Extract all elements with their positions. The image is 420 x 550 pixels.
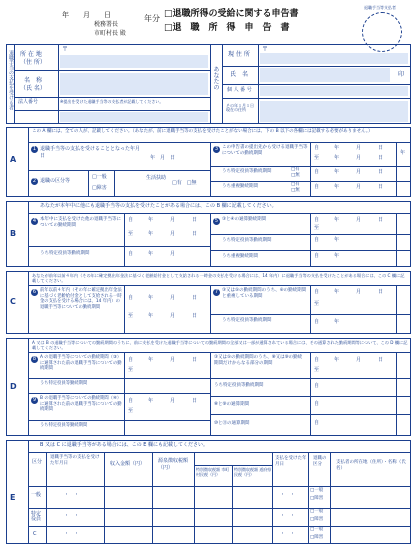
q10-to: 至 [314,367,320,373]
row-c-paid: ・ ・ [280,531,296,537]
you-postal-mark: 〒 [262,46,269,53]
q8-from-year: 年 [148,357,154,363]
row-b-officer-opt-disabled[interactable]: □障害 [310,517,324,522]
payer-address-field[interactable] [60,55,208,68]
q5-overlap-year: 年 [334,253,340,259]
q5-officer-year: 年 [334,237,340,243]
section-a-intro: この A 欄には、全ての人が、記載してください。（あなたが、前に退職手当等の支払を受けたことがない場合には、下の B 以下の各欄には記載する必要がありません。） [32,129,373,134]
section-c-intro: あなたが前年以前４年内（その年に確定拠出年金法に基づく老齢給付金として支給される一時金の支払を受ける場合には、14 年内）に退職手当等の支払を受けたことがある場合には、この C 欄に記載してください。 [32,273,405,284]
q9-to: 至 [128,408,134,414]
row-b-officer-paid: ・ ・ [280,513,296,519]
q12-label: ⑩と⑪の通算期間 [214,421,250,426]
q7-from-day: 日 [378,289,384,295]
col-retire-kubun: 退職の区分 [313,456,327,467]
q10-from: 自 [314,357,320,363]
q4-from-year: 年 [148,217,154,223]
q8-from: 自 [128,357,134,363]
q9-from-month: 月 [170,398,176,404]
q4-from: 自 [128,217,134,223]
row-c-opt-general[interactable]: □一般 [310,527,324,532]
q3-officer-month: 月 [356,169,362,175]
col-special-city: 特別徴収税額 市町村民税（円） [196,467,230,478]
q3-overlap-no[interactable]: □無 [291,188,300,193]
q1-label: 退職手当等の支払を受けることとなった年月日 [40,146,141,159]
jan1-address-label: その年１月１日現在の住所 [226,103,254,112]
seal-mark: 印 [398,71,405,78]
q4-to-month: 月 [170,231,176,237]
q2-welfare-label: 生活扶助 [146,175,167,181]
form-title-receipt: □退職所得の受給に関する申告書 [164,9,299,19]
tax-office-label: 税務署長 [94,21,119,28]
q2-label: 退職の区分等 [40,178,71,184]
q5-from: 自 [314,217,320,223]
q3-years-unit: 年 [400,150,406,156]
q10-officer-from: 自 [314,383,320,389]
q5-officer-label: うち特定役員等勤続期間 [222,238,272,243]
q7-from-year: 年 [334,289,340,295]
q7-marker: 7 [214,289,219,295]
q4-officer-from: 自 [128,251,134,257]
you-name-label: 氏 名 [230,71,249,78]
q5-officer-from: 自 [314,237,320,243]
q4-to: 至 [128,231,134,237]
q4-officer-month: 月 [170,251,176,257]
q4-from-day: 日 [192,217,198,223]
q7-from: 自 [314,289,320,295]
q4-to-year: 年 [148,231,154,237]
q1-marker: 1 [32,146,37,152]
col-paid-date: 支払を受けた年月日 [275,456,307,467]
row-b-officer-opt-general[interactable]: □一般 [310,509,324,514]
row-b-officer-date: ・ ・ [64,513,80,519]
row-b-officer: 特定役員 [31,511,42,522]
row-b-general-opt-disabled[interactable]: □障害 [310,496,324,501]
q5-from-day: 日 [378,217,384,223]
q6-label: 前年以前４年内（その年に確定拠出年金法に基づく老齢給付金として支給される一時金の支払を受ける場合には、14 年内）の退職手当等についての勤続期間 [40,288,122,310]
payer-side-label: 退職手当の支払を受ける者 [8,50,14,110]
q4-officer-label: うち特定役員等勤続期間 [40,251,90,256]
q8-to: 至 [128,367,134,373]
q3-officer-no[interactable]: □無 [291,173,300,178]
q10-officer-label: うち特定役員等勤続期間 [214,383,264,388]
q7-label: ③又は⑤の勤続期間のうち、⑥の勤続期間と重複している期間 [222,288,307,299]
q3-officer-yes[interactable]: □有 [291,167,300,172]
q3-overlap-day: 日 [378,184,384,190]
corp-number-note: ※提出を受けた退職手当等の支払者が記載してください。 [60,99,164,104]
q7-officer-label: うち特定役員等勤続期間 [222,318,272,323]
q3-to-day: 日 [378,155,384,161]
q4-label: 本年中に支払を受けた他の退職手当等についての勤続期間 [40,217,121,228]
corp-number-label: 法人番号 [18,99,39,105]
q3-from: 自 [314,145,320,151]
section-c-letter: C [10,297,16,306]
you-side-label: あなたの [212,66,219,90]
section-a [6,127,411,197]
q10-from-month: 月 [356,357,362,363]
q8-officer-label: うち特定役員等勤続期間 [40,381,88,386]
q3-overlap-year: 年 [334,184,340,190]
col-received-date: 退職手当等の支払を受けた年月日 [50,455,100,466]
section-b-letter: B [10,229,17,238]
q3-from-year: 年 [334,145,340,151]
q2-general-option[interactable]: □一般 [92,174,107,180]
you-name-field[interactable] [260,68,390,82]
q3-to-year: 年 [334,155,340,161]
q10-label: ③又は⑤の勤続期間のうち、⑧又は⑨の勤続期間だけからなる部分の期間 [214,355,303,366]
q6-to-month: 月 [170,313,176,319]
q3-officer-label: うち特定役員等勤続期間 [222,169,272,174]
submission-date: 年 月 日 [62,11,111,19]
jan1-address-field[interactable] [260,101,408,122]
q5-from-year: 年 [334,217,340,223]
q3-overlap-month: 月 [356,184,362,190]
row-c-opt-disabled[interactable]: □障害 [310,535,324,540]
q3-to-month: 月 [356,155,362,161]
q5-overlap-label: うち重複勤続期間 [222,254,258,259]
my-number-field[interactable] [260,86,408,96]
row-b-general-date: ・ ・ [64,492,80,498]
col-kubun: 区分 [32,459,43,465]
q7-officer-from: 自 [314,319,320,325]
q6-from-month: 月 [170,295,176,301]
you-address-field[interactable] [260,53,408,64]
q4-to-day: 日 [192,231,198,237]
row-b-general: 一般 [31,492,42,498]
q3-from-month: 月 [356,145,362,151]
section-d-intro: A 又は B の退職手当等についての勤続期間のうちに、前に支払を受けた退職手当等についての勤続期間の全部又は一部が通算されている場合には、その通算された勤続期間等について、この D 欄に記載してください。 [32,340,408,351]
q3-officer-day: 日 [378,169,384,175]
q3-from-day: 日 [378,145,384,151]
q10-from-day: 日 [378,357,384,363]
q3-to: 至 [314,155,320,161]
q6-to-year: 年 [148,313,154,319]
q7-officer-year: 年 [334,319,340,325]
q4-officer-year: 年 [148,251,154,257]
q10-from-year: 年 [334,357,340,363]
q5-from-month: 月 [356,217,362,223]
q2-marker: 2 [32,178,37,184]
q6-to: 至 [128,313,134,319]
q8-from-day: 日 [192,357,198,363]
payer-postal-mark: 〒 [62,46,69,53]
my-number-label: 個 人 番 号 [227,87,252,93]
q3-marker: 3 [214,146,219,152]
col-withholding: 源泉徴収税額（円） [158,458,189,471]
q5-marker: 5 [214,218,219,224]
q9-label: B の退職手当等についての勤続期間（④）に通算された前の退職手当等についての勤続期間 [40,396,122,413]
q8-marker: 8 [32,356,37,362]
col-income: 収入金額（円） [110,461,146,467]
q12-from: 自 [314,420,320,426]
municipality-label: 市町村長 殿 [94,30,126,37]
q8-from-month: 月 [170,357,176,363]
q6-from-year: 年 [148,295,154,301]
q5-label: ③と④の通算勤続期間 [222,217,267,222]
q3-overlap-yes[interactable]: □有 [291,182,300,187]
q3-officer-year: 年 [334,169,340,175]
q3-overlap-label: うち重複勤続期間 [222,184,258,189]
row-c-date: ・ ・ [64,531,80,537]
row-b-general-opt-general[interactable]: □一般 [310,488,324,493]
q9-from: 自 [128,398,134,404]
q11-label: ⑧と⑨の通算期間 [214,402,250,407]
payer-name-sub: （氏 名） [20,85,46,92]
q9-from-year: 年 [148,398,154,404]
q5-overlap-from: 自 [314,253,320,259]
col-payer: 支払者の所在地（住所）・名称（氏名） [336,460,406,471]
q9-officer-label: うち特定役員等勤続期間 [40,423,88,428]
q5-to: 至 [314,225,320,231]
q6-from: 自 [128,295,134,301]
q3-overlap-from: 自 [314,184,320,190]
section-d-letter: D [10,382,17,391]
q11-from: 自 [314,401,320,407]
col-special-pref: 特別徴収税額 道府県民税（円） [234,467,272,478]
q2-disabled-option[interactable]: □障害 [92,185,107,191]
q3-label: この申告書の提出先から受ける退職手当等についての勤続期間 [222,145,308,156]
q6-from-day: 日 [192,295,198,301]
section-e-letter: E [10,493,16,502]
q4-marker: 4 [32,218,37,224]
q2-welfare-toggle[interactable]: □有 □無 [172,180,197,186]
q6-to-day: 日 [192,313,198,319]
q6-marker: 6 [32,289,37,295]
q7-from-month: 月 [356,289,362,295]
section-a-letter: A [10,155,17,164]
q9-from-day: 日 [192,398,198,404]
payer-name-field[interactable] [60,73,208,95]
corp-number-field[interactable] [60,112,208,122]
q8-label: A の退職手当等についての勤続期間（③）に通算された前の退職手当等についての勤続期間 [40,355,122,372]
payer-name-label: 名 称 [24,77,43,84]
row-c: C [33,531,37,537]
q7-to: 至 [314,301,320,307]
q1-date: 年 月 日 [150,155,176,161]
payer-address-sub: （住 所） [20,59,46,66]
q4-from-month: 月 [170,217,176,223]
you-address-label: 現 住 所 [228,51,250,58]
stamp-label: 退職手当等支払者 [364,5,396,10]
q3-officer-from: 自 [314,169,320,175]
form-title-income: □退 職 所 得 申 告 書 [164,23,290,33]
section-e-intro: B 又は C に退職手当等がある場合には、この E 欄にも記載してください。 [40,442,209,448]
row-b-general-paid: ・ ・ [280,492,296,498]
payer-address-label: 所 在 地 [20,51,42,58]
q9-marker: 9 [32,397,37,403]
year-suffix: 年分 [144,14,160,23]
section-b-intro: あなたが本年中に他にも退職手当等の支払を受けたことがある場合には、この B 欄に記載してください。 [40,203,277,209]
